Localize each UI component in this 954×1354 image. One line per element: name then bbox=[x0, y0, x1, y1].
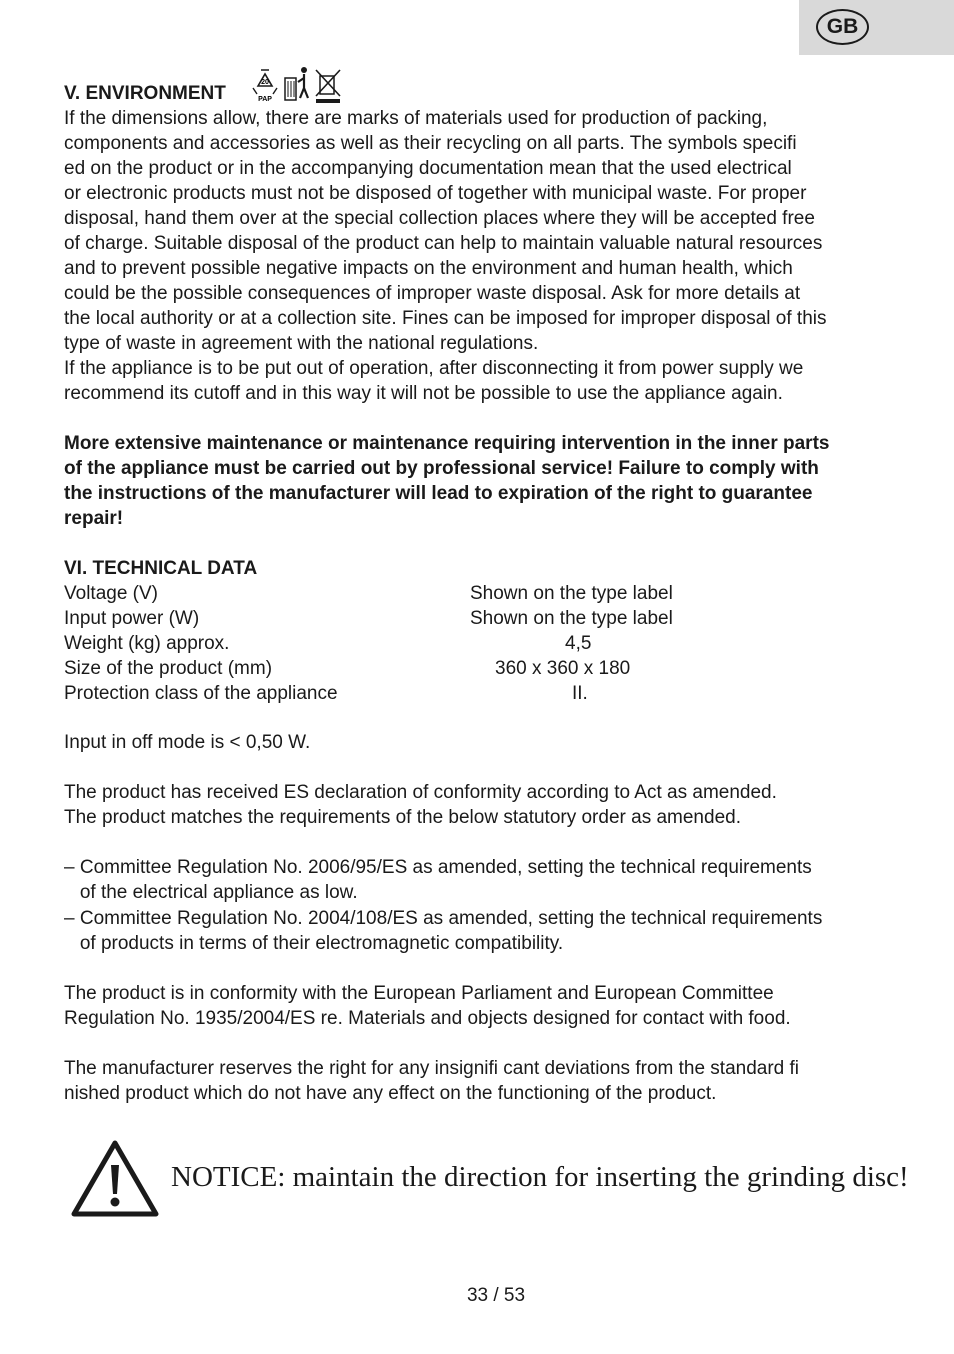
maintenance-line: repair! bbox=[64, 508, 124, 529]
spec-label-voltage: Voltage (V) bbox=[64, 583, 158, 604]
page-number: 33 / 53 bbox=[466, 1285, 526, 1306]
manufacturer-note-line: The manufacturer reserves the right for any insignifi cant deviations from the standard fi bbox=[64, 1058, 800, 1079]
manufacturer-note-line: nished product which do not have any effect on the functioning of the product. bbox=[64, 1083, 717, 1104]
environment-line: or electronic products must not be disposed of together with municipal waste. For proper bbox=[64, 183, 807, 204]
warning-triangle-icon bbox=[70, 1138, 160, 1218]
spec-label-input-power: Input power (W) bbox=[64, 608, 200, 629]
environment-line: components and accessories as well as their recycling on all parts. The symbols specifi bbox=[64, 133, 797, 154]
environment-line: If the appliance is to be put out of operation, after disconnecting it from power supply we bbox=[64, 358, 804, 379]
spec-value-protection-class: II. bbox=[572, 683, 588, 704]
conformity-line: The product has received ES declaration of conformity according to Act as amended. bbox=[64, 782, 777, 803]
environment-line: ed on the product or in the accompanying documentation mean that the used electrical bbox=[64, 158, 792, 179]
environment-line: could be the possible consequences of improper waste disposal. Ask for more details at bbox=[64, 283, 801, 304]
svg-text:PAP: PAP bbox=[258, 96, 272, 103]
environment-line: If the dimensions allow, there are marks of materials used for production of packing, bbox=[64, 108, 768, 129]
spec-value-weight: 4,5 bbox=[565, 633, 592, 654]
environment-line: the local authority or at a collection site. Fines can be imposed for improper disposal of this bbox=[64, 308, 827, 329]
environment-line: of charge. Suitable disposal of the product can help to maintain valuable natural resources bbox=[64, 233, 823, 254]
regulation-line: of products in terms of their electromagnetic compatibility. bbox=[64, 933, 564, 954]
maintenance-line: More extensive maintenance or maintenance requiring intervention in the inner parts bbox=[64, 433, 830, 454]
language-tab bbox=[799, 0, 954, 55]
spec-value-input-power: Shown on the type label bbox=[470, 608, 673, 629]
maintenance-line: the instructions of the manufacturer will lead to expiration of the right to guarantee bbox=[64, 483, 813, 504]
regulation-line: – Committee Regulation No. 2006/95/ES as amended, setting the technical requirements bbox=[64, 857, 812, 878]
notice-text: NOTICE: maintain the direction for inserting the grinding disc! bbox=[171, 1161, 909, 1193]
technical-heading: VI. TECHNICAL DATA bbox=[64, 558, 258, 579]
spec-label-protection-class: Protection class of the appliance bbox=[64, 683, 338, 704]
regulation-line: – Committee Regulation No. 2004/108/ES as amended, setting the technical requirements bbox=[64, 908, 823, 929]
language-code: GB bbox=[816, 9, 869, 45]
maintenance-line: of the appliance must be carried out by professional service! Failure to comply with bbox=[64, 458, 819, 479]
conformity-line: The product matches the requirements of the below statutory order as amended. bbox=[64, 807, 741, 828]
spec-value-voltage: Shown on the type label bbox=[470, 583, 673, 604]
environment-line: recommend its cutoff and in this way it will not be possible to use the appliance again. bbox=[64, 383, 783, 404]
waste-bin-person-icon bbox=[285, 67, 308, 100]
environment-line: disposal, hand them over at the special collection places where they will be accepted free bbox=[64, 208, 815, 229]
spec-label-size: Size of the product (mm) bbox=[64, 658, 273, 679]
recycling-icons bbox=[248, 64, 344, 104]
environment-line: and to prevent possible negative impacts on the environment and human health, which bbox=[64, 258, 793, 279]
recycling-icon bbox=[253, 70, 277, 103]
off-mode-text: Input in off mode is < 0,50 W. bbox=[64, 732, 311, 753]
spec-label-weight: Weight (kg) approx. bbox=[64, 633, 230, 654]
food-conformity-line: Regulation No. 1935/2004/ES re. Materials and objects designed for contact with food. bbox=[64, 1008, 791, 1029]
spec-value-size: 360 x 360 x 180 bbox=[495, 658, 631, 679]
environment-heading: V. ENVIRONMENT bbox=[64, 83, 226, 104]
environment-line: type of waste in agreement with the national regulations. bbox=[64, 333, 539, 354]
svg-text:20: 20 bbox=[261, 79, 269, 86]
crossed-bin-icon bbox=[316, 70, 340, 103]
food-conformity-line: The product is in conformity with the European Parliament and European Committee bbox=[64, 983, 774, 1004]
regulation-line: of the electrical appliance as low. bbox=[64, 882, 358, 903]
